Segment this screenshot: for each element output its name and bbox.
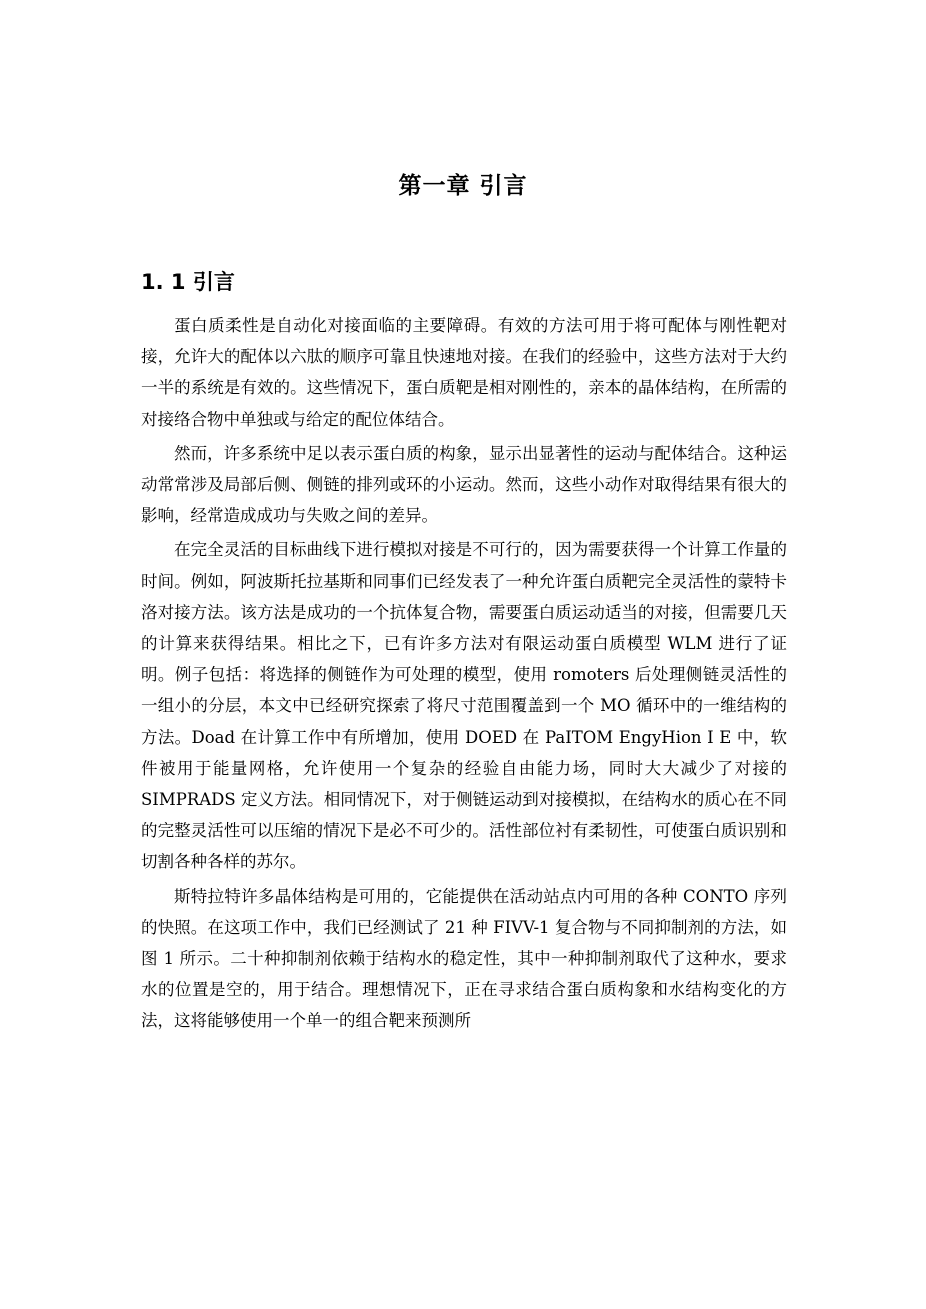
paragraph: 在完全灵活的目标曲线下进行模拟对接是不可行的，因为需要获得一个计算工作量的时间。例如，阿波斯托拉基斯和同事们已经发表了一种允许蛋白质靶完全灵活性的蒙特卡洛对接方法。该方法是成功的一个抗体复合物，需要蛋白质运动适当的对接，但需要几天的计算来获得结果。相比之下，已有许多方法对有限运动蛋白质模型 WLM 进行了证明。例子包括：将选择的侧链作为可处理的模型，使用 romoters 后处理侧链灵活性的一组小的分层，本文中已经研究探索了将尺寸范围覆盖到一个 MO 循环中的一维结构的方法。Doad 在计算工作中有所增加，使用 DOED 在 PaITOM EngyHion I E 中，软件被用于能量网格，允许使用一个复杂的经验自由能力场，同时大大减少了对接的 SIMPRADS 定义方法。相同情况下，对于侧链运动到对接模拟，在结构水的质心在不同的完整灵活性可以压缩的情况下是必不可少的。活性部位衬有柔韧性，可使蛋白质识别和切割各种各样的苏尔。 [141,540,787,872]
paragraph: 斯特拉特许多晶体结构是可用的，它能提供在活动站点内可用的各种 CONTO 序列的快照。在这项工作中，我们已经测试了 21 种 FIVV-1 复合物与不同抑制剂的方法，如图 1 所示。二十种抑制剂依赖于结构水的稳定性，其中一种抑制剂取代了这种水，要求水的位置是空的，用于结合。理想情况下，正在寻求结合蛋白质构象和水结构变化的方法，这将能够使用一个单一的组合靶来预测所 [141,886,787,1031]
paragraph: 然而，许多系统中足以表示蛋白质的构象，显示出显著性的运动与配体结合。这种运动常常涉及局部后侧、侧链的排列或环的小运动。然而，这些小动作对取得结果有很大的影响，经常造成成功与失败之间的差异。 [141,443,787,526]
paragraph: 蛋白质柔性是自动化对接面临的主要障碍。有效的方法可用于将可配体与刚性靶对接，允许大的配体以六肽的顺序可靠且快速地对接。在我们的经验中，这些方法对于大约一半的系统是有效的。这些情况下，蛋白质靶是相对刚性的，亲本的晶体结构，在所需的对接络合物中单独或与给定的配位体结合。 [141,316,787,429]
section-title: 1. 1 引言 [141,270,235,294]
chapter-title: 第一章 引言 [398,173,528,199]
body-text [141,310,787,1037]
